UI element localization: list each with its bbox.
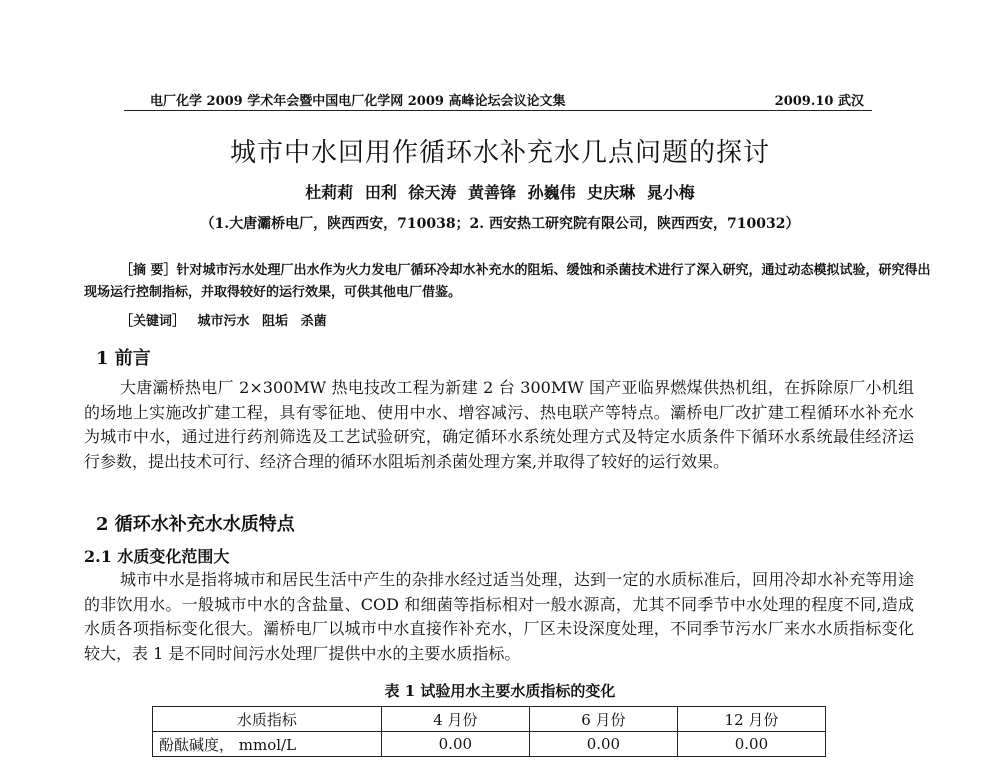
table-header-cell: 6 月份	[529, 707, 677, 732]
table-header-cell: 水质指标	[153, 707, 382, 732]
table-header-row	[153, 707, 826, 732]
section-1-heading: 1 前言	[96, 348, 151, 369]
table-cell: 酚酞碱度， mmol/L	[153, 732, 382, 757]
section-2-1-heading: 2.1 水质变化范围大	[84, 547, 230, 566]
section-2-1-body: 城市中水是指将城市和居民生活中产生的杂排水经过适当处理，达到一定的水质标准后，回用冷却水补充等用途的非饮用水。一般城市中水的含盐量、COD 和细菌等指标相对一般水源高，尤其不同季节中水处理的程度不同,造成水质各项指标变化很大。灞桥电厂以城市中水直接作补充水，厂区未设深度处理，不同季节污水厂来水水质指标变化较大，表 1 是不同时间污水处理厂提供中水的主要水质指标。	[84, 570, 914, 663]
section-1-body: 大唐灞桥热电厂 2×300MW 热电技改工程为新建 2 台 300MW 国产亚临界燃煤供热机组，在拆除原厂小机组的场地上实施改扩建工程，具有零征地、使用中水、增容减污、热电联产等特点。灞桥电厂改扩建工程循环水补充水为城市中水，通过进行药剂筛选及工艺试验研究，确定循环水系统处理方式及特定水质条件下循环水系统最佳经济运行参数，提出技术可行、经济合理的循环水阻垢剂杀菌处理方案,并取得了较好的运行效果。	[84, 378, 914, 471]
running-header-right: 2009.10 武汉	[774, 94, 864, 109]
table-cell: 0.00	[677, 732, 825, 757]
section-2-heading: 2 循环水补充水水质特点	[96, 514, 295, 535]
running-header-left: 电厂化学 2009 学术年会暨中国电厂化学网 2009 高峰论坛会议论文集	[150, 94, 566, 109]
keywords: ［关键词］ 城市污水 阻垢 杀菌	[120, 314, 327, 329]
abstract: ［摘 要］针对城市污水处理厂出水作为火力发电厂循环冷却水补充水的阻垢、缓蚀和杀菌技术进行了深入研究，通过动态模拟试验，研究得出现场运行控制指标，并取得较好的运行效果，可供其他电厂借鉴。	[84, 263, 931, 300]
authors: 杜莉莉 田利 徐天涛 黄善锋 孙巍伟 史庆琳 晁小梅	[305, 183, 695, 202]
table-cell: 0.00	[381, 732, 529, 757]
table-row	[153, 732, 826, 757]
affiliation: （1.大唐灞桥电厂，陕西西安，710038；2. 西安热工研究院有限公司，陕西西安，710032）	[200, 216, 800, 232]
table-header-cell: 4 月份	[381, 707, 529, 732]
running-header	[124, 88, 872, 111]
paper-title: 城市中水回用作循环水补充水几点问题的探讨	[229, 138, 770, 168]
table-1	[152, 706, 826, 757]
table-cell: 0.00	[529, 732, 677, 757]
table-1-caption: 表 1 试验用水主要水质指标的变化	[384, 682, 616, 700]
table-header-cell: 12 月份	[677, 707, 825, 732]
